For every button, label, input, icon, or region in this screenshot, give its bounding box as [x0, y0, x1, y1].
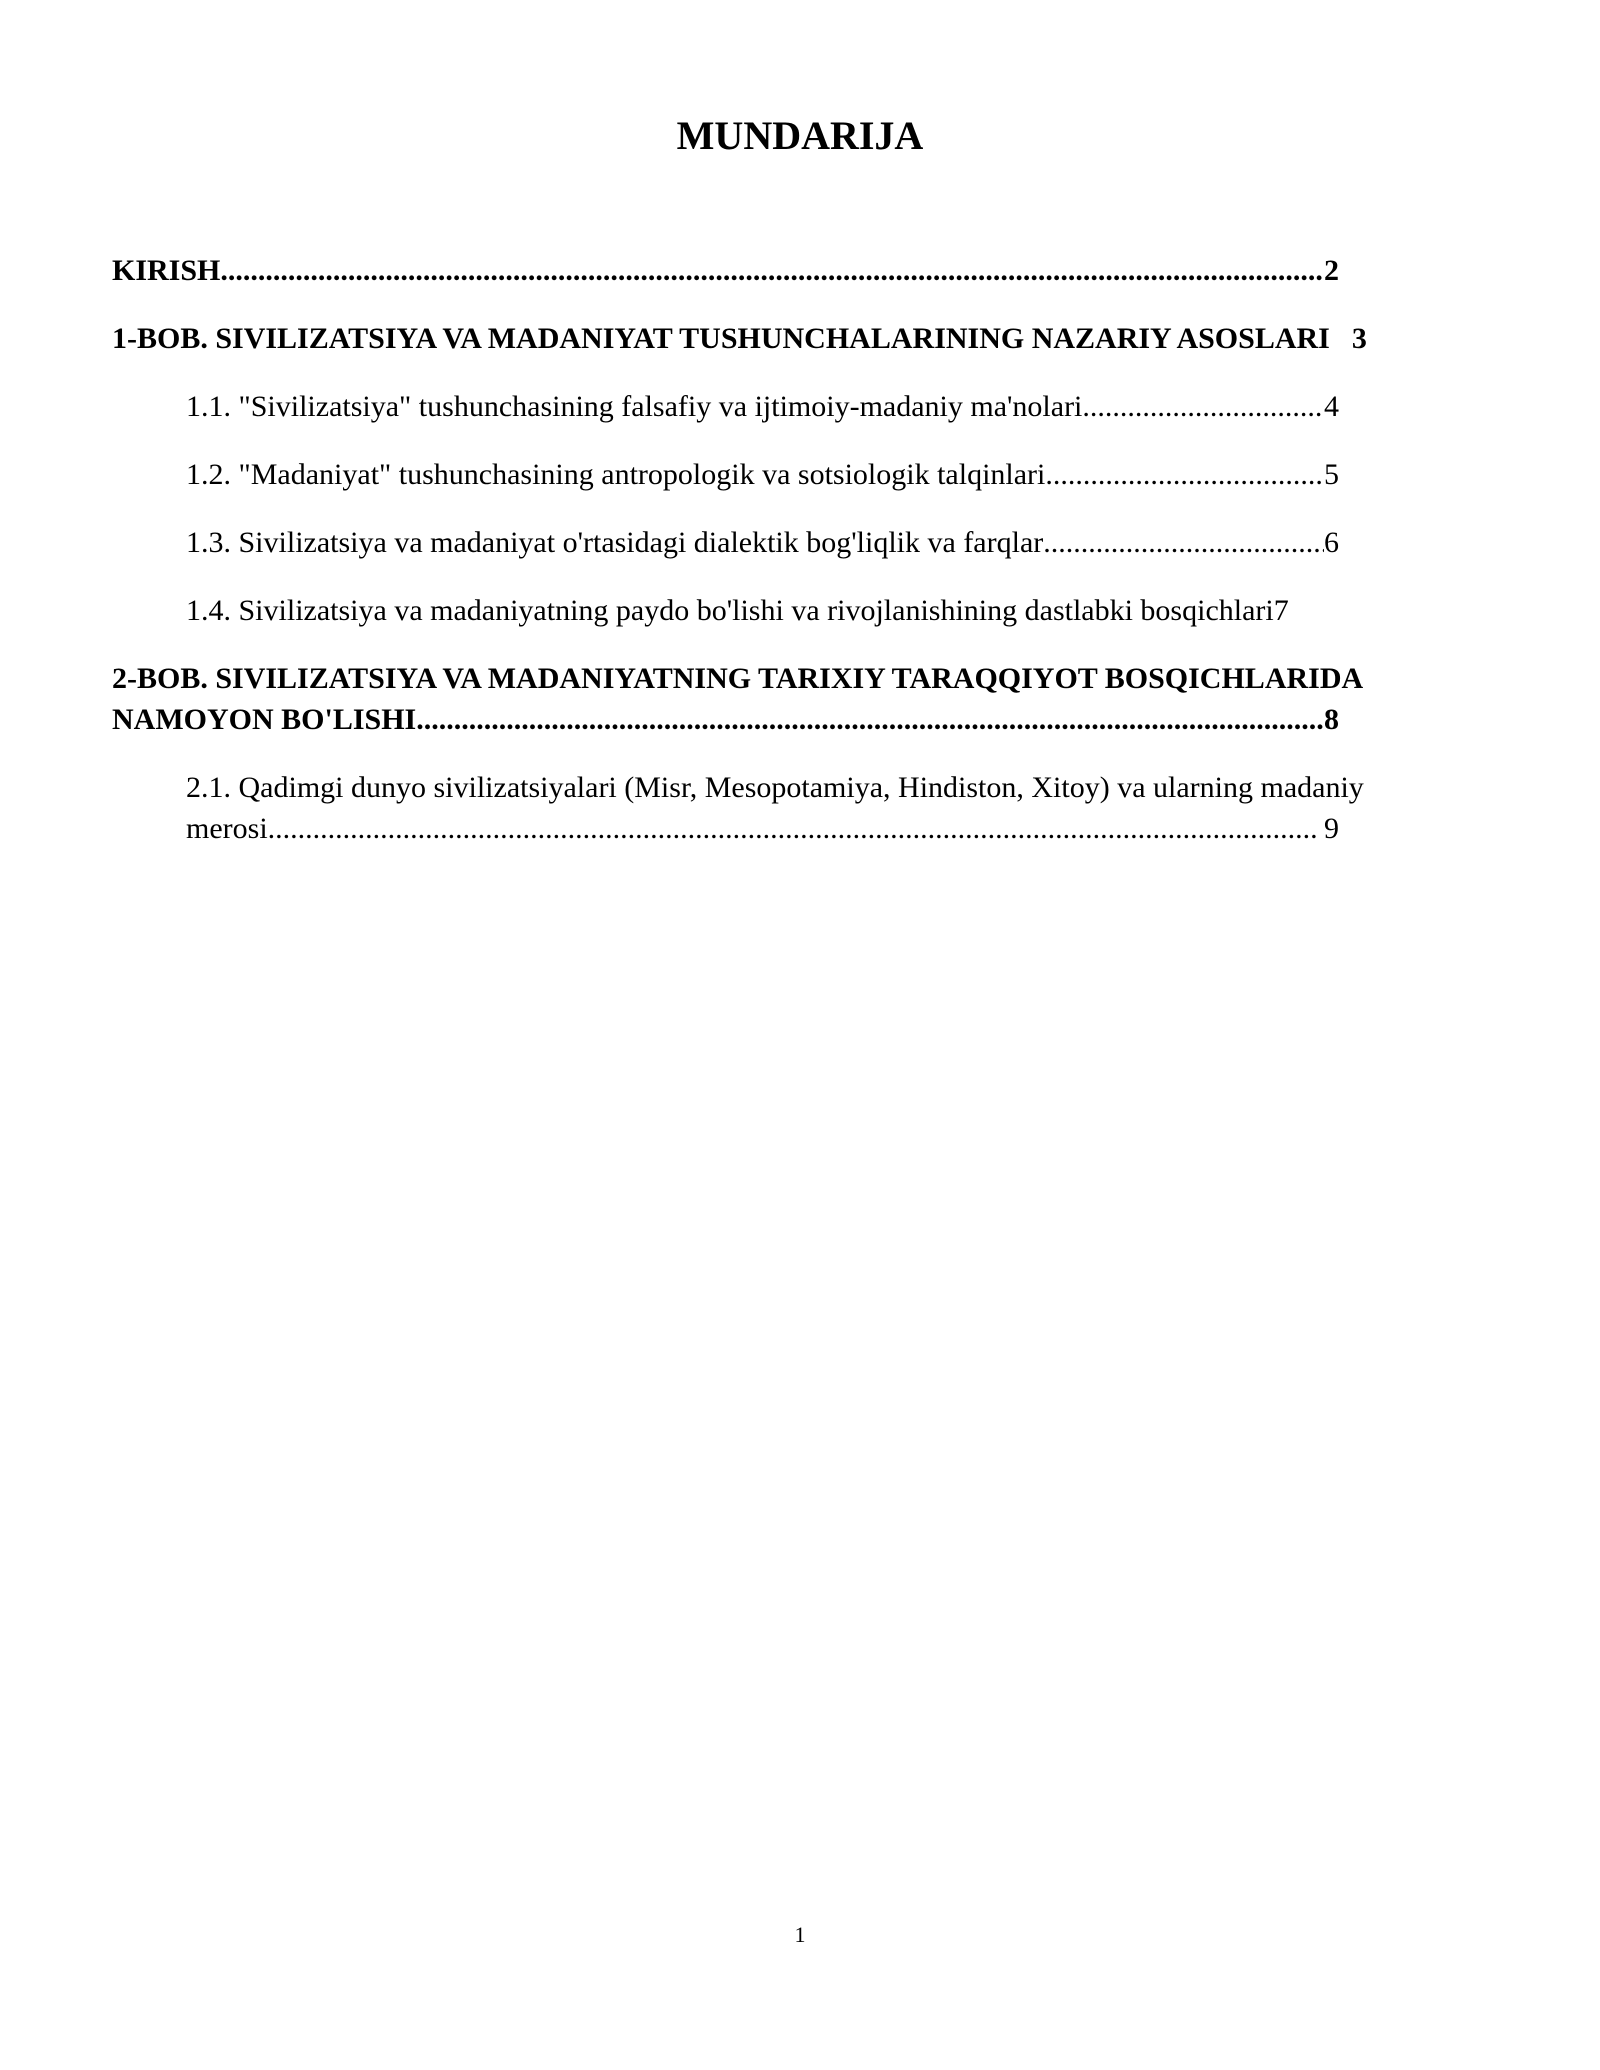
page-number: 1: [794, 1922, 806, 1947]
toc-entry-section-1-3[interactable]: [112, 522, 1339, 563]
toc-entry-label: 1.4. Sivilizatsiya va madaniyatning paydo bo'lishi va rivojlanishining dastlabki bosqichlari: [186, 594, 1274, 627]
toc-entry-label: 1.3. Sivilizatsiya va madaniyat o'rtasidagi dialektik bog'liqlik va farqlar: [186, 526, 1044, 559]
toc-entry-label-continued: NAMOYON BO'LISHI: [112, 703, 417, 736]
toc-entry-page: 6: [1324, 526, 1339, 559]
toc-entry-page: 2: [1324, 254, 1339, 287]
toc-entry-chapter-1[interactable]: [112, 318, 1462, 359]
toc-entry-label: KIRISH: [112, 254, 221, 287]
toc-title: MUNDARIJA: [676, 113, 924, 158]
toc-entry-page: 8: [1324, 703, 1339, 736]
dot-leader: [268, 808, 1318, 849]
toc-entry-label: 1.2. "Madaniyat" tushunchasining antropologik va sotsiologik talqinlari: [186, 458, 1046, 491]
toc-entry-section-1-4[interactable]: [112, 590, 1462, 631]
dot-leader: [1082, 386, 1324, 427]
toc-entry-intro[interactable]: [112, 250, 1339, 291]
toc-entry-page: 7: [1273, 594, 1289, 627]
dot-leader: [1045, 454, 1324, 495]
toc-entry-label: 2.1. Qadimgi dunyo sivilizatsiyalari (Misr, Mesopotamiya, Hindiston, Xitoy) va ularning madaniy: [186, 771, 1364, 804]
toc-entry-page: 3: [1351, 322, 1367, 355]
dot-leader: [220, 250, 1324, 291]
toc-entry-label-continued: merosi: [186, 812, 268, 845]
toc-entry-label: 1-BOB. SIVILIZATSIYA VA MADANIYAT TUSHUNCHALARINING NAZARIY ASOSLARI: [112, 322, 1330, 355]
dot-leader: [1043, 522, 1324, 563]
toc-entry-page: 9: [1324, 812, 1339, 845]
toc-entry-page: 4: [1324, 390, 1339, 423]
toc-entry-chapter-2[interactable]: [112, 658, 1462, 740]
table-of-contents: [112, 250, 1462, 876]
toc-entry-section-1-2[interactable]: [112, 454, 1339, 495]
toc-entry-label: 2-BOB. SIVILIZATSIYA VA MADANIYATNING TARIXIY TARAQQIYOT BOSQICHLARIDA: [112, 662, 1364, 695]
toc-entry-label: 1.1. "Sivilizatsiya" tushunchasining falsafiy va ijtimoiy-madaniy ma'nolari: [186, 390, 1083, 423]
toc-entry-section-2-1[interactable]: [112, 767, 1462, 849]
toc-entry-page: 5: [1324, 458, 1339, 491]
toc-entry-section-1-1[interactable]: [112, 386, 1339, 427]
dot-leader: [416, 699, 1324, 740]
